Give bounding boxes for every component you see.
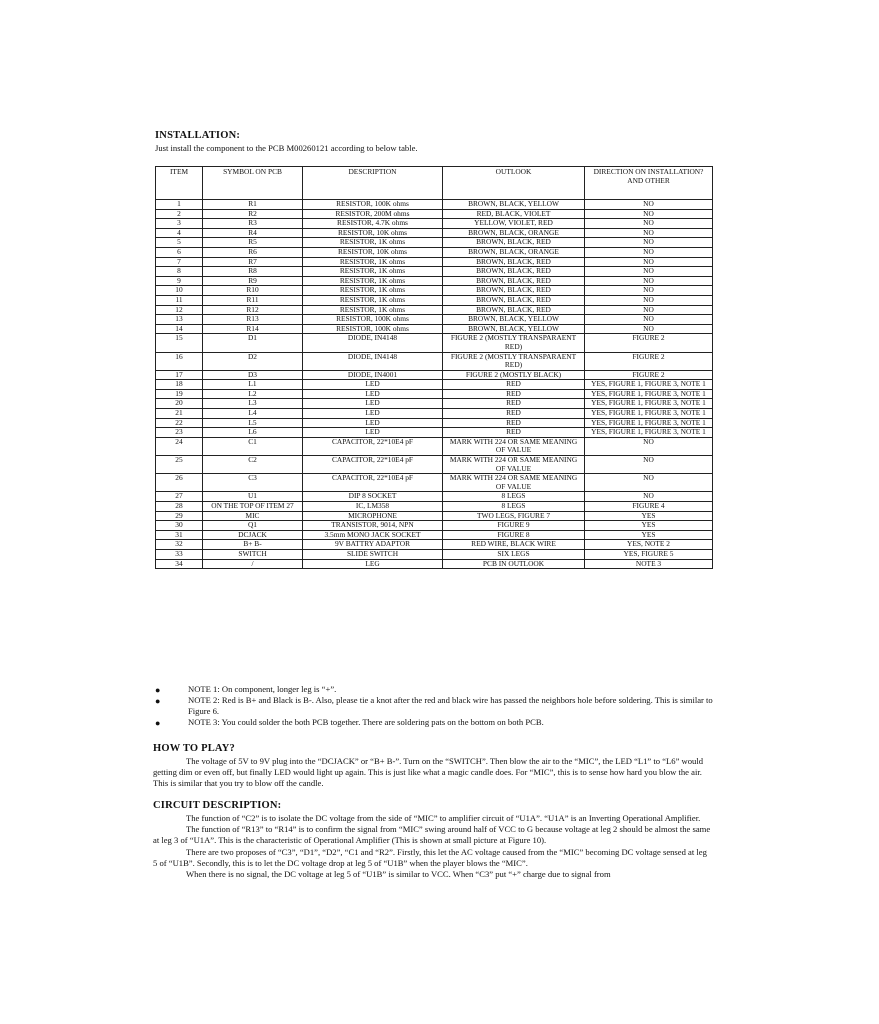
item-cell: 27 bbox=[156, 492, 203, 502]
table-row bbox=[156, 228, 713, 238]
symbol-cell: L2 bbox=[203, 389, 303, 399]
item-cell: 28 bbox=[156, 502, 203, 512]
item-cell: 31 bbox=[156, 530, 203, 540]
outlook-cell: MARK WITH 224 OR SAME MEANING OF VALUE bbox=[443, 437, 585, 455]
table-row bbox=[156, 474, 713, 492]
description-cell: RESISTOR, 1K ohms bbox=[303, 305, 443, 315]
symbol-cell: ON THE TOP OF ITEM 27 bbox=[203, 502, 303, 512]
outlook-cell: BROWN, BLACK, RED bbox=[443, 276, 585, 286]
notes-list bbox=[155, 684, 715, 728]
description-cell: CAPACITOR, 22*10E4 pF bbox=[303, 437, 443, 455]
direction-cell: NO bbox=[585, 200, 713, 210]
item-cell: 12 bbox=[156, 305, 203, 315]
symbol-cell: R3 bbox=[203, 219, 303, 229]
direction-cell: NO bbox=[585, 238, 713, 248]
item-cell: 19 bbox=[156, 389, 203, 399]
outlook-cell: 8 LEGS bbox=[443, 502, 585, 512]
table-row bbox=[156, 521, 713, 531]
direction-cell: NO bbox=[585, 286, 713, 296]
symbol-cell: MIC bbox=[203, 511, 303, 521]
item-cell: 16 bbox=[156, 352, 203, 370]
item-cell: 5 bbox=[156, 238, 203, 248]
symbol-cell: R14 bbox=[203, 324, 303, 334]
outlook-cell: FIGURE 2 (MOSTLY BLACK) bbox=[443, 370, 585, 380]
bullet-icon: ● bbox=[155, 685, 161, 695]
description-cell: DIP 8 SOCKET bbox=[303, 492, 443, 502]
symbol-cell: L1 bbox=[203, 380, 303, 390]
direction-cell: YES, NOTE 2 bbox=[585, 540, 713, 550]
description-cell: RESISTOR, 10K ohms bbox=[303, 247, 443, 257]
circuit-paragraph: When there is no signal, the DC voltage at leg 5 of “U1B” is similar to VCC. When “C3” put “+” charge due to signal from bbox=[186, 869, 611, 880]
item-cell: 8 bbox=[156, 267, 203, 277]
symbol-cell: R13 bbox=[203, 315, 303, 325]
circuit-paragraph: There are two proposes of “C3”, “D1”, “D2”, “C1 and “R2”. Firstly, this let the AC voltage caused from the “MIC” becoming DC voltage sensed at leg 5 of “U1B”. Secondly, this is to let the DC voltage drop at leg 5 of “U1B” when the player blows the “MIC”. bbox=[153, 846, 707, 868]
direction-cell: FIGURE 2 bbox=[585, 334, 713, 352]
direction-cell: NO bbox=[585, 267, 713, 277]
direction-cell: FIGURE 2 bbox=[585, 352, 713, 370]
outlook-cell: RED bbox=[443, 399, 585, 409]
table-row bbox=[156, 380, 713, 390]
how-to-play-text: The voltage of 5V to 9V plug into the “DCJACK” or “B+ B-”. Turn on the “SWITCH”. Then blow the air to the “MIC”, the LED “L1” to “L6” would getting dim or even off, but finally LED would light up again. This is just like what a magic candle does. For “MIC”, this is to sense how hard you blow the air. This is similar that you try to blow off the candle. bbox=[153, 756, 704, 789]
note-text: NOTE 3: You could solder the both PCB together. There are soldering pats on the bottom on both PCB. bbox=[188, 717, 544, 727]
description-cell: DIODE, IN4001 bbox=[303, 370, 443, 380]
symbol-cell: R7 bbox=[203, 257, 303, 267]
table-row bbox=[156, 389, 713, 399]
symbol-cell: Q1 bbox=[203, 521, 303, 531]
item-cell: 26 bbox=[156, 474, 203, 492]
description-cell: LED bbox=[303, 380, 443, 390]
direction-cell: FIGURE 2 bbox=[585, 370, 713, 380]
table-row bbox=[156, 549, 713, 559]
item-cell: 30 bbox=[156, 521, 203, 531]
item-cell: 15 bbox=[156, 334, 203, 352]
description-cell: RESISTOR, 1K ohms bbox=[303, 286, 443, 296]
parts-table bbox=[155, 166, 713, 569]
item-cell: 1 bbox=[156, 200, 203, 210]
direction-cell: YES bbox=[585, 521, 713, 531]
table-row bbox=[156, 315, 713, 325]
direction-cell: NO bbox=[585, 247, 713, 257]
table-row bbox=[156, 334, 713, 352]
table-row bbox=[156, 456, 713, 474]
item-cell: 3 bbox=[156, 219, 203, 229]
circuit-paragraph: The function of “R13” to “R14” is to confirm the signal from “MIC” swing around half of VCC to G because voltage at leg 2 should be almost the same at leg 3 of “U1A”. This is the characteristic of Operational Amplifier (This is shown at small picture at Figure 10). bbox=[153, 824, 711, 846]
outlook-cell: BROWN, BLACK, ORANGE bbox=[443, 247, 585, 257]
table-row bbox=[156, 352, 713, 370]
description-cell: DIODE, IN4148 bbox=[303, 352, 443, 370]
item-cell: 23 bbox=[156, 428, 203, 438]
symbol-cell: R12 bbox=[203, 305, 303, 315]
symbol-cell: B+ B- bbox=[203, 540, 303, 550]
description-cell: RESISTOR, 1K ohms bbox=[303, 295, 443, 305]
direction-cell: NO bbox=[585, 324, 713, 334]
table-row bbox=[156, 247, 713, 257]
table-row bbox=[156, 305, 713, 315]
item-cell: 13 bbox=[156, 315, 203, 325]
description-cell: 3.5mm MONO JACK SOCKET bbox=[303, 530, 443, 540]
item-cell: 9 bbox=[156, 276, 203, 286]
installation-intro: Just install the component to the PCB M00260121 according to below table. bbox=[155, 143, 418, 153]
outlook-cell: BROWN, BLACK, RED bbox=[443, 257, 585, 267]
symbol-cell: L6 bbox=[203, 428, 303, 438]
direction-cell: NO bbox=[585, 474, 713, 492]
direction-cell: NO bbox=[585, 295, 713, 305]
table-row bbox=[156, 399, 713, 409]
direction-cell: NO bbox=[585, 492, 713, 502]
outlook-cell: MARK WITH 224 OR SAME MEANING OF VALUE bbox=[443, 456, 585, 474]
table-row bbox=[156, 295, 713, 305]
description-cell: RESISTOR, 100K ohms bbox=[303, 315, 443, 325]
direction-cell: YES, FIGURE 1, FIGURE 3, NOTE 1 bbox=[585, 389, 713, 399]
symbol-cell: R6 bbox=[203, 247, 303, 257]
outlook-cell: BROWN, BLACK, RED bbox=[443, 295, 585, 305]
note-text: NOTE 1: On component, longer leg is “+”. bbox=[188, 684, 337, 694]
direction-cell: YES, FIGURE 1, FIGURE 3, NOTE 1 bbox=[585, 428, 713, 438]
outlook-cell: BROWN, BLACK, YELLOW bbox=[443, 324, 585, 334]
note-item bbox=[155, 695, 715, 717]
symbol-cell: U1 bbox=[203, 492, 303, 502]
note-item bbox=[155, 717, 715, 728]
symbol-cell: L3 bbox=[203, 399, 303, 409]
header-item: ITEM bbox=[156, 167, 203, 200]
table-row bbox=[156, 559, 713, 569]
direction-cell: NO bbox=[585, 228, 713, 238]
direction-cell: YES, FIGURE 1, FIGURE 3, NOTE 1 bbox=[585, 418, 713, 428]
circuit-heading: CIRCUIT DESCRIPTION: bbox=[153, 800, 282, 811]
description-cell: MICROPHONE bbox=[303, 511, 443, 521]
outlook-cell: BROWN, BLACK, YELLOW bbox=[443, 315, 585, 325]
table-row bbox=[156, 502, 713, 512]
symbol-cell: D2 bbox=[203, 352, 303, 370]
outlook-cell: PCB IN OUTLOOK bbox=[443, 559, 585, 569]
description-cell: RESISTOR, 1K ohms bbox=[303, 238, 443, 248]
direction-cell: YES, FIGURE 1, FIGURE 3, NOTE 1 bbox=[585, 409, 713, 419]
item-cell: 6 bbox=[156, 247, 203, 257]
outlook-cell: RED bbox=[443, 418, 585, 428]
table-row bbox=[156, 209, 713, 219]
item-cell: 21 bbox=[156, 409, 203, 419]
table-row bbox=[156, 409, 713, 419]
parts-table-body bbox=[156, 200, 713, 569]
symbol-cell: R9 bbox=[203, 276, 303, 286]
symbol-cell: / bbox=[203, 559, 303, 569]
symbol-cell: SWITCH bbox=[203, 549, 303, 559]
item-cell: 4 bbox=[156, 228, 203, 238]
symbol-cell: R8 bbox=[203, 267, 303, 277]
description-cell: RESISTOR, 1K ohms bbox=[303, 267, 443, 277]
direction-cell: NO bbox=[585, 257, 713, 267]
description-cell: LED bbox=[303, 428, 443, 438]
direction-cell: NOTE 3 bbox=[585, 559, 713, 569]
outlook-cell: FIGURE 2 (MOSTLY TRANSPARAENT RED) bbox=[443, 352, 585, 370]
item-cell: 10 bbox=[156, 286, 203, 296]
item-cell: 29 bbox=[156, 511, 203, 521]
symbol-cell: D1 bbox=[203, 334, 303, 352]
direction-cell: YES bbox=[585, 511, 713, 521]
direction-cell: YES bbox=[585, 530, 713, 540]
outlook-cell: RED bbox=[443, 409, 585, 419]
symbol-cell: D3 bbox=[203, 370, 303, 380]
table-row bbox=[156, 324, 713, 334]
item-cell: 18 bbox=[156, 380, 203, 390]
outlook-cell: BROWN, BLACK, RED bbox=[443, 238, 585, 248]
description-cell: RESISTOR, 4.7K ohms bbox=[303, 219, 443, 229]
direction-cell: NO bbox=[585, 276, 713, 286]
item-cell: 25 bbox=[156, 456, 203, 474]
item-cell: 22 bbox=[156, 418, 203, 428]
circuit-section bbox=[153, 813, 713, 880]
outlook-cell: RED bbox=[443, 389, 585, 399]
item-cell: 2 bbox=[156, 209, 203, 219]
installation-heading: INSTALLATION: bbox=[155, 130, 241, 141]
item-cell: 7 bbox=[156, 257, 203, 267]
table-row bbox=[156, 437, 713, 455]
description-cell: LED bbox=[303, 399, 443, 409]
outlook-cell: BROWN, BLACK, YELLOW bbox=[443, 200, 585, 210]
table-row bbox=[156, 492, 713, 502]
description-cell: LED bbox=[303, 389, 443, 399]
direction-cell: NO bbox=[585, 209, 713, 219]
outlook-cell: RED bbox=[443, 380, 585, 390]
description-cell: RESISTOR, 100K ohms bbox=[303, 324, 443, 334]
description-cell: RESISTOR, 1K ohms bbox=[303, 276, 443, 286]
table-row bbox=[156, 370, 713, 380]
table-row bbox=[156, 418, 713, 428]
outlook-cell: FIGURE 9 bbox=[443, 521, 585, 531]
description-cell: TRANSISTOR, 9014, NPN bbox=[303, 521, 443, 531]
symbol-cell: R4 bbox=[203, 228, 303, 238]
outlook-cell: BROWN, BLACK, RED bbox=[443, 267, 585, 277]
description-cell: LED bbox=[303, 418, 443, 428]
description-cell: RESISTOR, 10K ohms bbox=[303, 228, 443, 238]
outlook-cell: FIGURE 8 bbox=[443, 530, 585, 540]
item-cell: 20 bbox=[156, 399, 203, 409]
bullet-icon: ● bbox=[155, 718, 161, 728]
item-cell: 32 bbox=[156, 540, 203, 550]
table-row bbox=[156, 276, 713, 286]
item-cell: 11 bbox=[156, 295, 203, 305]
table-row bbox=[156, 238, 713, 248]
header-symbol: SYMBOL ON PCB bbox=[203, 167, 303, 200]
description-cell: LED bbox=[303, 409, 443, 419]
description-cell: RESISTOR, 100K ohms bbox=[303, 200, 443, 210]
how-to-play-heading: HOW TO PLAY? bbox=[153, 743, 235, 754]
direction-cell: NO bbox=[585, 456, 713, 474]
note-item bbox=[155, 684, 715, 695]
symbol-cell: C3 bbox=[203, 474, 303, 492]
symbol-cell: R2 bbox=[203, 209, 303, 219]
symbol-cell: C2 bbox=[203, 456, 303, 474]
outlook-cell: RED bbox=[443, 428, 585, 438]
table-row bbox=[156, 267, 713, 277]
item-cell: 14 bbox=[156, 324, 203, 334]
outlook-cell: TWO LEGS, FIGURE 7 bbox=[443, 511, 585, 521]
symbol-cell: R11 bbox=[203, 295, 303, 305]
item-cell: 34 bbox=[156, 559, 203, 569]
outlook-cell: RED WIRE, BLACK WIRE bbox=[443, 540, 585, 550]
description-cell: RESISTOR, 200M ohms bbox=[303, 209, 443, 219]
bullet-icon: ● bbox=[155, 696, 161, 706]
symbol-cell: L4 bbox=[203, 409, 303, 419]
circuit-paragraph: The function of “C2” is to isolate the DC voltage from the side of “MIC” to amplifier circuit of “U1A”. “U1A” is an Inverting Operational Amplifier. bbox=[186, 813, 701, 823]
description-cell: SLIDE SWITCH bbox=[303, 549, 443, 559]
item-cell: 17 bbox=[156, 370, 203, 380]
description-cell: RESISTOR, 1K ohms bbox=[303, 257, 443, 267]
table-row bbox=[156, 511, 713, 521]
how-to-play-section bbox=[153, 756, 713, 790]
header-description: DESCRIPTION bbox=[303, 167, 443, 200]
note-text: NOTE 2: Red is B+ and Black is B-. Also, please tie a knot after the red and black wire has passed the neighbors hole before soldering. This is similar to Figure 6. bbox=[188, 695, 713, 716]
table-row bbox=[156, 200, 713, 210]
outlook-cell: MARK WITH 224 OR SAME MEANING OF VALUE bbox=[443, 474, 585, 492]
symbol-cell: R10 bbox=[203, 286, 303, 296]
direction-cell: YES, FIGURE 1, FIGURE 3, NOTE 1 bbox=[585, 380, 713, 390]
symbol-cell: L5 bbox=[203, 418, 303, 428]
description-cell: CAPACITOR, 22*10E4 pF bbox=[303, 474, 443, 492]
symbol-cell: DCJACK bbox=[203, 530, 303, 540]
outlook-cell: BROWN, BLACK, RED bbox=[443, 305, 585, 315]
outlook-cell: 8 LEGS bbox=[443, 492, 585, 502]
item-cell: 24 bbox=[156, 437, 203, 455]
outlook-cell: BROWN, BLACK, RED bbox=[443, 286, 585, 296]
outlook-cell: FIGURE 2 (MOSTLY TRANSPARAENT RED) bbox=[443, 334, 585, 352]
item-cell: 33 bbox=[156, 549, 203, 559]
table-row bbox=[156, 286, 713, 296]
outlook-cell: YELLOW, VIOLET, RED bbox=[443, 219, 585, 229]
direction-cell: NO bbox=[585, 305, 713, 315]
table-row bbox=[156, 428, 713, 438]
direction-cell: NO bbox=[585, 315, 713, 325]
symbol-cell: R1 bbox=[203, 200, 303, 210]
header-outlook: OUTLOOK bbox=[443, 167, 585, 200]
table-row bbox=[156, 219, 713, 229]
direction-cell: FIGURE 4 bbox=[585, 502, 713, 512]
description-cell: 9V BATTRY ADAPTOR bbox=[303, 540, 443, 550]
table-row bbox=[156, 540, 713, 550]
direction-cell: YES, FIGURE 5 bbox=[585, 549, 713, 559]
outlook-cell: RED, BLACK, VIOLET bbox=[443, 209, 585, 219]
symbol-cell: C1 bbox=[203, 437, 303, 455]
direction-cell: NO bbox=[585, 437, 713, 455]
outlook-cell: BROWN, BLACK, ORANGE bbox=[443, 228, 585, 238]
description-cell: IC, LM358 bbox=[303, 502, 443, 512]
description-cell: DIODE, IN4148 bbox=[303, 334, 443, 352]
symbol-cell: R5 bbox=[203, 238, 303, 248]
direction-cell: YES, FIGURE 1, FIGURE 3, NOTE 1 bbox=[585, 399, 713, 409]
table-row bbox=[156, 257, 713, 267]
table-header-row bbox=[156, 167, 713, 200]
outlook-cell: SIX LEGS bbox=[443, 549, 585, 559]
table-row bbox=[156, 530, 713, 540]
description-cell: LEG bbox=[303, 559, 443, 569]
description-cell: CAPACITOR, 22*10E4 pF bbox=[303, 456, 443, 474]
direction-cell: NO bbox=[585, 219, 713, 229]
header-direction: DIRECTION ON INSTALLATION? AND OTHER bbox=[585, 167, 713, 200]
